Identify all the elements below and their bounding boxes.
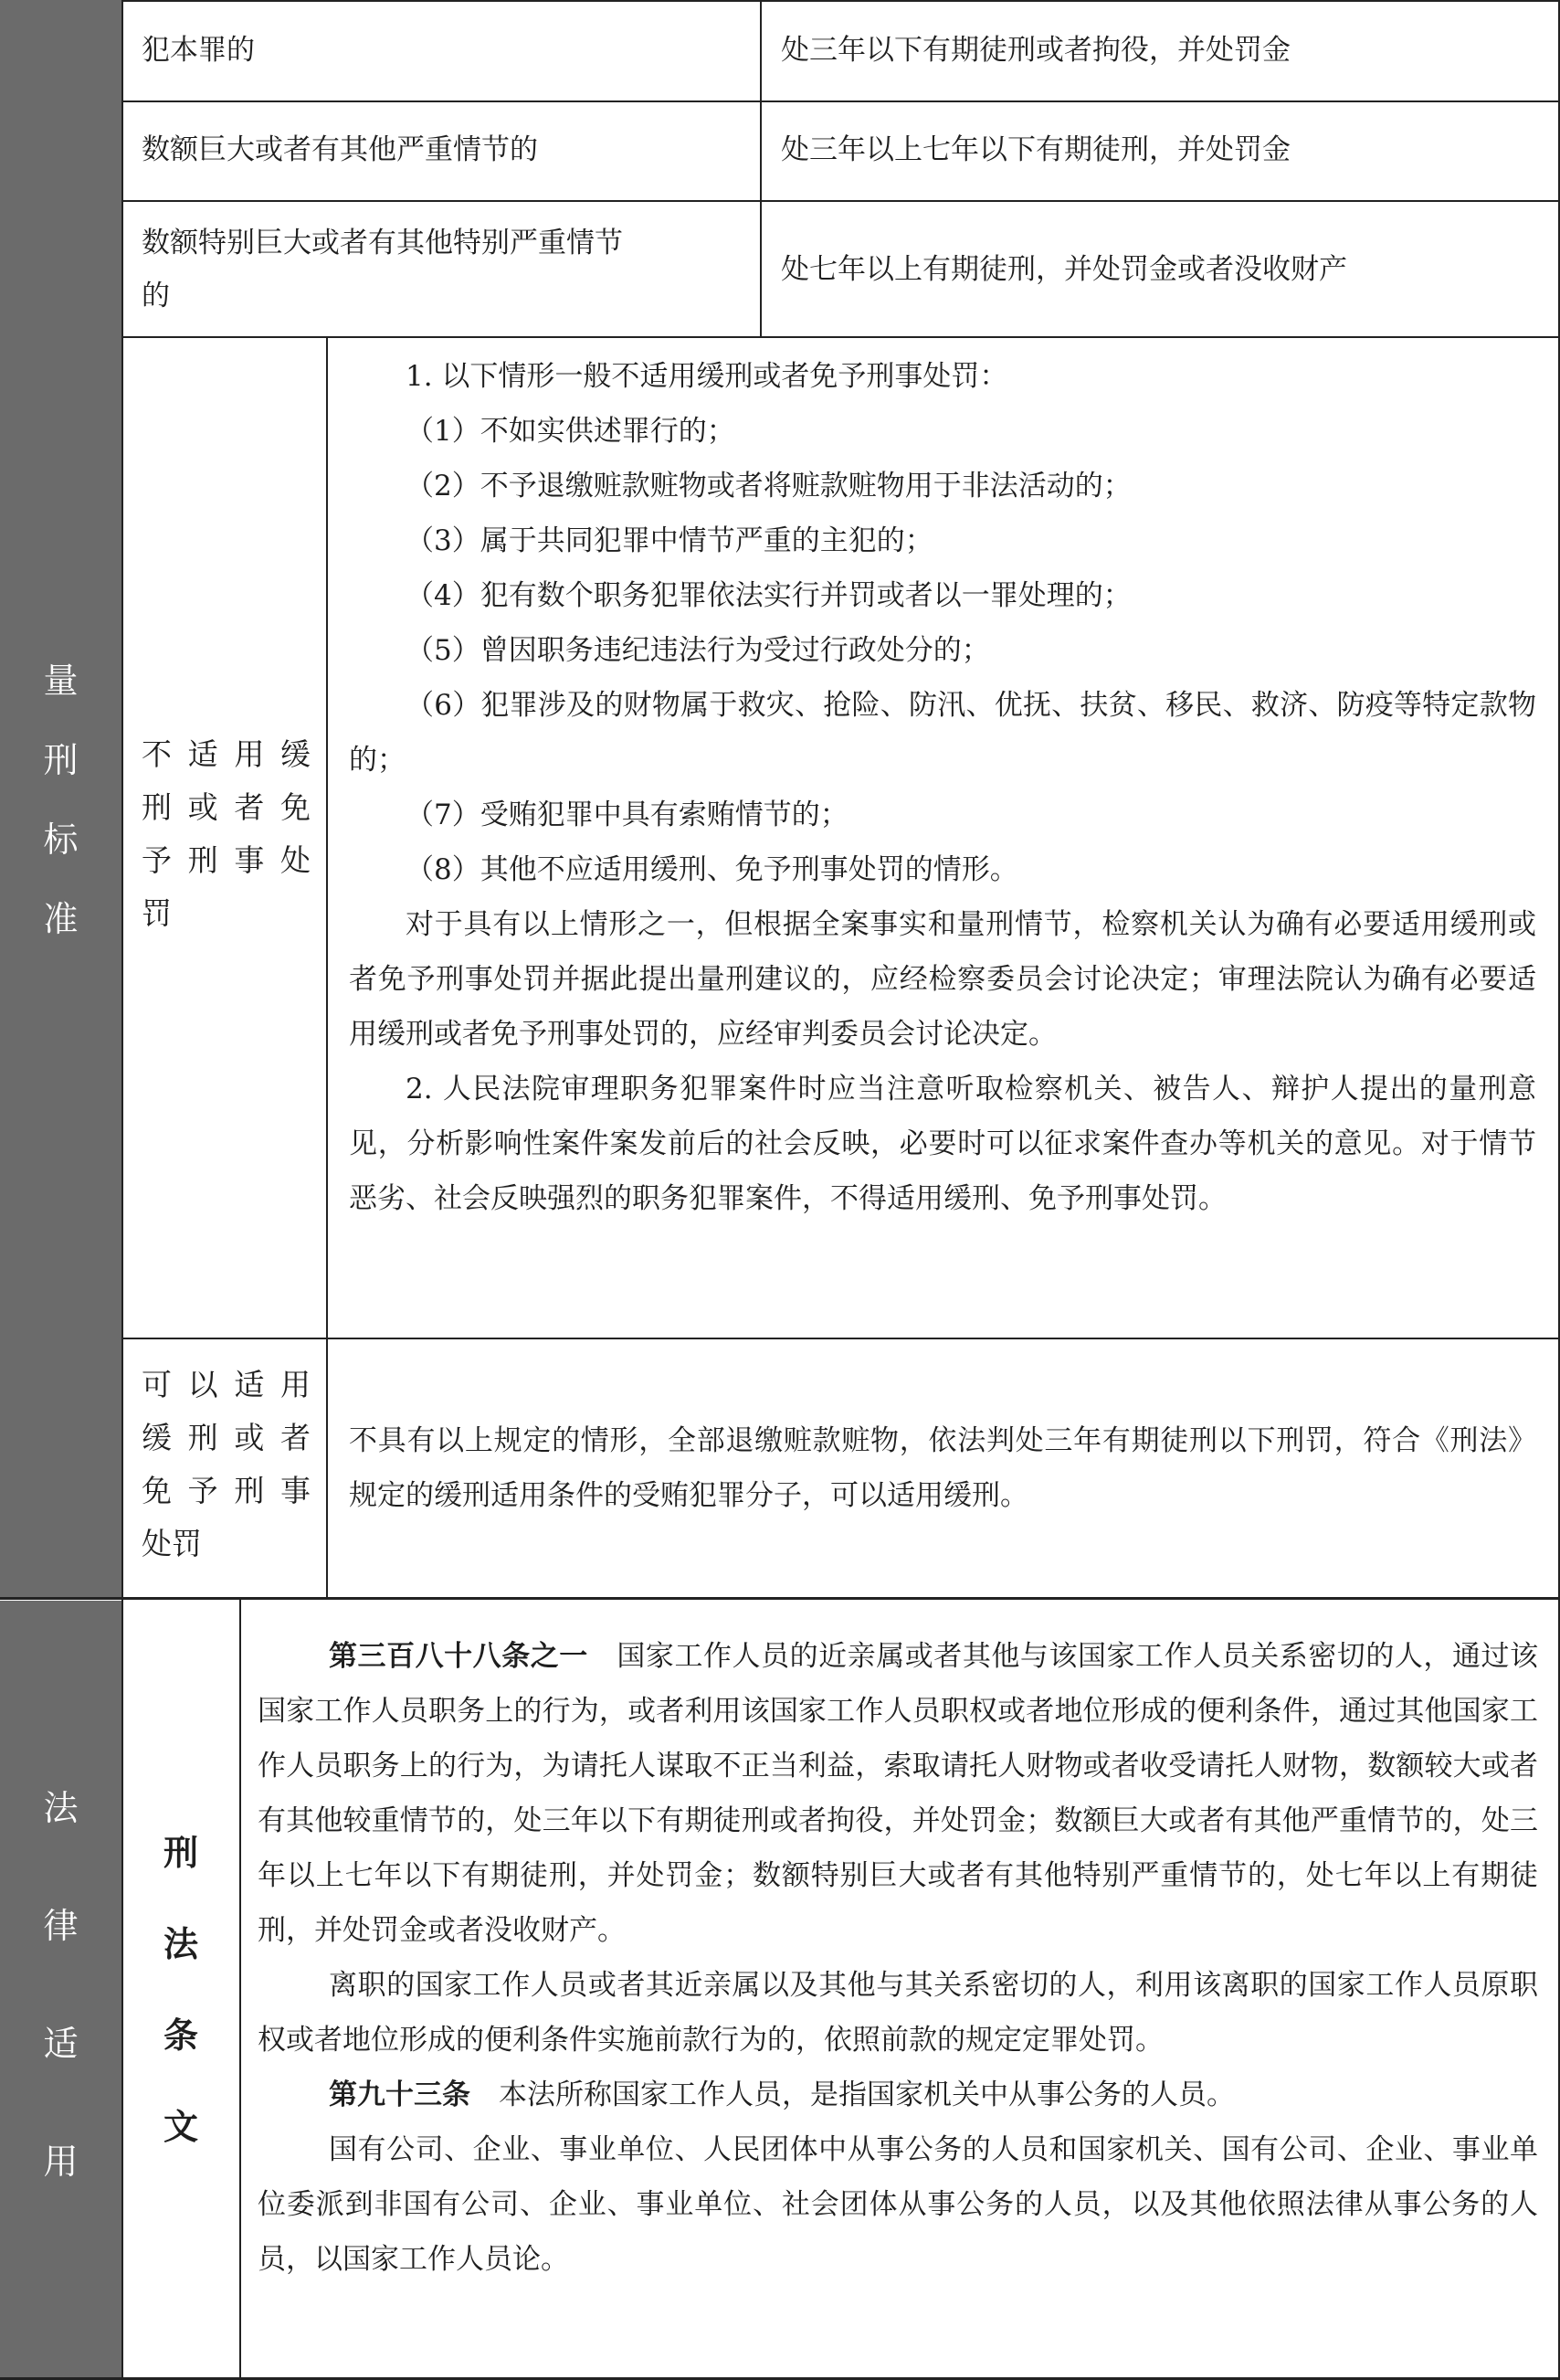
article-93-para2: 国有公司、企业、事业单位、人民团体中从事公务的人员和国家机关、国有公司、企业、事业单位委派到非国有公司、企业、事业单位、社会团体从事公务的人员，以及其他依照法律从事公务的人员，以国家工作人员论。 <box>258 2133 1538 2276</box>
column-divider <box>239 1599 241 2378</box>
row-divider <box>121 336 1560 338</box>
paragraph: （1）不如实供述罪行的； <box>406 415 735 448</box>
column-divider <box>121 0 123 2380</box>
penalty-value-1: 处三年以下有期徒刑或者拘役，并处罚金 <box>781 34 1291 67</box>
penalty-condition-1: 犯本罪的 <box>142 34 255 67</box>
side-char: 量 <box>43 661 79 701</box>
article-388-1-para2: 离职的国家工作人员或者其近亲属以及其他与其关系密切的人，利用该离职的国家工作人员原职权或者地位形成的便利条件实施前款行为的，依照前款的规定定罪处罚。 <box>258 1969 1538 2057</box>
table-border <box>121 0 1560 2</box>
paragraph: （4）犯有数个职务犯罪依法实行并罚或者以一罪处理的； <box>406 579 1132 612</box>
paragraph: 1. 以下情形一般不适用缓刑或者免予刑事处罚： <box>406 360 1008 393</box>
side-char: 准 <box>43 899 79 939</box>
article-93 <box>258 2068 1538 2122</box>
label-line: 缓刑或者 <box>142 1420 311 1455</box>
paragraph: （5）曾因职务违纪违法行为受过行政处分的； <box>406 634 990 667</box>
applicable-content: 不具有以上规定的情形，全部退缴赃款赃物，依法判处三年有期徒刑以下刑罚，符合《刑法》规定的缓刑适用条件的受贿犯罪分子，可以适用缓刑。 <box>349 1424 1536 1512</box>
label-line: 处罚 <box>142 1526 202 1561</box>
paragraph: （7）受贿犯罪中具有索贿情节的； <box>406 799 849 831</box>
article-388-1 <box>258 1629 1538 1958</box>
paragraph: 对于具有以上情形之一，但根据全案事实和量刑情节，检察机关认为确有必要适用缓刑或者免予刑事处罚并据此提出量刑建议的，应经检察委员会讨论决定；审理法院认为确有必要适用缓刑或者免予刑事处罚的，应经审判委员会讨论决定。 <box>349 908 1536 1051</box>
side-char: 律 <box>43 1906 79 1946</box>
row-divider <box>121 100 1560 102</box>
label-line: 予刑事处 <box>142 842 311 878</box>
row-divider <box>121 1338 1560 1339</box>
penalty-condition-3-line1: 数额特别巨大或者有其他特别严重情节 <box>142 227 623 259</box>
label-line: 罚 <box>142 895 172 931</box>
sub-label-char: 法 <box>163 1924 198 1964</box>
label-line: 可以适用 <box>142 1367 311 1402</box>
penalty-value-3: 处七年以上有期徒刑，并处罚金或者没收财产 <box>781 253 1347 286</box>
sub-label-char: 文 <box>163 2107 198 2147</box>
article-heading: 第九十三条 <box>329 2079 470 2111</box>
article-body: 本法所称国家工作人员，是指国家机关中从事公务的人员。 <box>499 2079 1235 2111</box>
sub-label-char: 条 <box>163 2015 198 2056</box>
paragraph: （6）犯罪涉及的财物属于救灾、抢险、防汛、优抚、扶贫、移民、救济、防疫等特定款物的； <box>349 689 1536 777</box>
side-char: 适 <box>43 2024 79 2064</box>
column-divider <box>760 0 762 337</box>
column-divider <box>326 336 328 1598</box>
side-char: 标 <box>43 820 79 860</box>
law-content <box>258 1629 1538 2287</box>
paragraph: 2. 人民法院审理职务犯罪案件时应当注意听取检察机关、被告人、辩护人提出的量刑意见，分析影响性案件案发前后的社会反映，必要时可以征求案件查办等机关的意见。对于情节恶劣、社会反映强烈的职务犯罪案件，不得适用缓刑、免予刑事处罚。 <box>349 1073 1536 1215</box>
label-line: 不适用缓 <box>142 736 311 772</box>
penalty-condition-2: 数额巨大或者有其他严重情节的 <box>142 133 538 166</box>
label-applicable <box>142 1359 311 1571</box>
article-body: 国家工作人员的近亲属或者其他与该国家工作人员关系密切的人，通过该国家工作人员职务上的行为，或者利用该国家工作人员职权或者地位形成的便利条件，通过其他国家工作人员职务上的行为，为请托人谋取不正当利益，索取请托人财物或者收受请托人财物，数额较大或者有其他较重情节的，处三年以下有期徒刑或者拘役，并处罚金；数额巨大或者有其他严重情节的，处三年以上七年以下有期徒刑，并处罚金；数额特别巨大或者有其他特别严重情节的，处七年以上有期徒刑，并处罚金或者没收财产。 <box>258 1640 1539 1947</box>
side-bar-sentencing <box>0 0 121 1597</box>
penalty-value-2: 处三年以上七年以下有期徒刑，并处罚金 <box>781 133 1291 166</box>
not-applicable-content <box>349 349 1536 1226</box>
side-char: 法 <box>43 1788 79 1828</box>
label-line: 免予刑事 <box>142 1473 311 1508</box>
penalty-condition-3-line2: 的 <box>142 280 170 312</box>
paragraph: （2）不予退缴赃款赃物或者将赃款赃物用于非法活动的； <box>406 470 1132 502</box>
section-divider <box>0 1597 1560 1600</box>
sub-label-char: 刑 <box>163 1833 198 1873</box>
side-bar-law <box>0 1601 121 2380</box>
article-heading: 第三百八十八条之一 <box>329 1640 588 1673</box>
label-line: 刑或者免 <box>142 789 311 825</box>
paragraph: （3）属于共同犯罪中情节严重的主犯的； <box>406 524 933 557</box>
side-char: 刑 <box>43 740 79 780</box>
row-divider <box>121 200 1560 202</box>
label-not-applicable <box>142 728 311 940</box>
side-char: 用 <box>43 2142 79 2182</box>
paragraph: （8）其他不应适用缓刑、免予刑事处罚的情形。 <box>406 853 1018 886</box>
